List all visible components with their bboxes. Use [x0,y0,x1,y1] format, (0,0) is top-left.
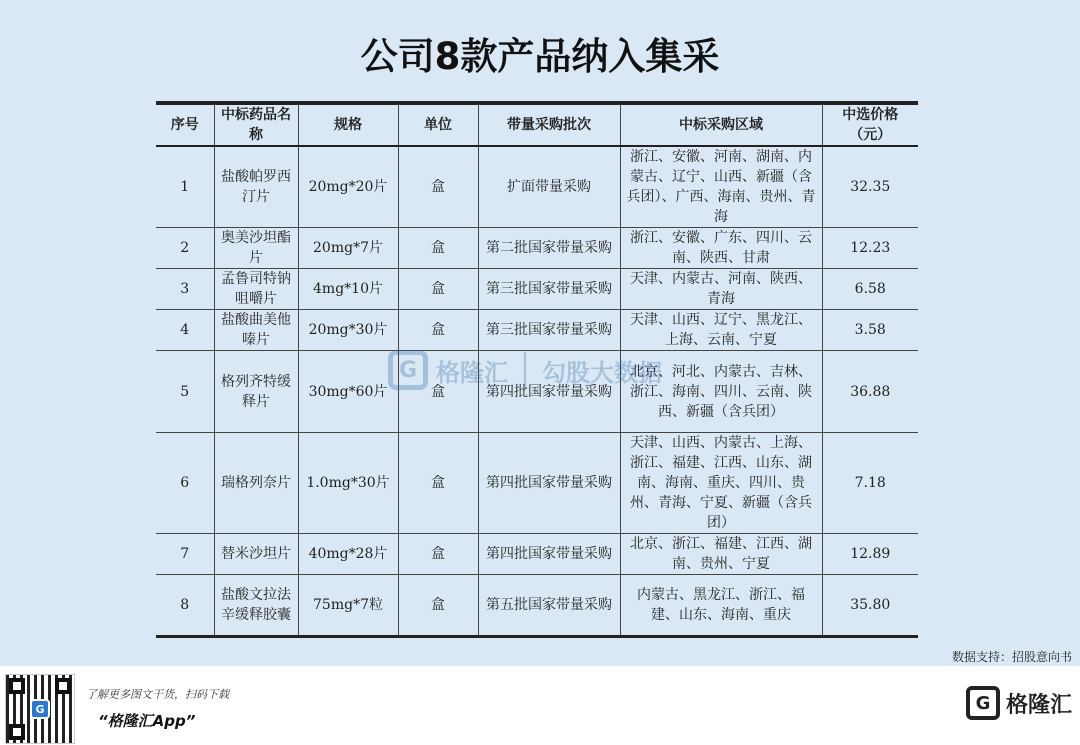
table-row [156,228,918,269]
watermark-brand: 格隆汇 [436,358,508,387]
cell-drug: 盐酸文拉法辛缓释胶囊 [214,575,298,637]
brand-name: 格隆汇 [1005,692,1072,718]
cell-spec: 75mg*7粒 [298,575,398,637]
cell-unit: 盒 [398,269,478,310]
brand-logo [966,686,1072,720]
watermark-partner: 勾股大数据 [542,358,662,387]
product-table [156,101,918,638]
cell-batch: 扩面带量采购 [478,146,620,228]
cell-unit: 盒 [398,351,478,433]
header-unit: 单位 [398,103,478,146]
cell-index: 5 [156,351,214,433]
cell-price: 35.80 [822,575,918,637]
cell-batch: 第四批国家带量采购 [478,534,620,575]
cell-unit: 盒 [398,433,478,534]
source-note: 数据支持：招股意向书 [951,650,1072,664]
footer [0,666,1080,745]
cell-region: 天津、山西、辽宁、黑龙江、上海、云南、宁夏 [620,310,822,351]
cell-price: 36.88 [822,351,918,433]
footer-tagline: 了解更多图文干货，扫码下载 [86,688,229,701]
qr-finder [9,724,25,740]
cell-region: 内蒙古、黑龙江、浙江、福建、山东、海南、重庆 [620,575,822,637]
cell-batch: 第五批国家带量采购 [478,575,620,637]
header-spec: 规格 [298,103,398,146]
cell-unit: 盒 [398,146,478,228]
header-price: 中选价格（元） [822,103,918,146]
cell-drug: 盐酸帕罗西汀片 [214,146,298,228]
table-row [156,310,918,351]
cell-price: 12.89 [822,534,918,575]
cell-spec: 20mg*7片 [298,228,398,269]
cell-batch: 第三批国家带量采购 [478,310,620,351]
cell-drug: 格列齐特缓释片 [214,351,298,433]
qr-code-icon[interactable] [5,674,75,744]
cell-price: 6.58 [822,269,918,310]
table-row [156,433,918,534]
cell-batch: 第二批国家带量采购 [478,228,620,269]
qr-finder [55,678,71,694]
cell-drug: 替米沙坦片 [214,534,298,575]
cell-region: 浙江、安徽、河南、湖南、内蒙古、辽宁、山西、新疆（含兵团）、广西、海南、贵州、青海 [620,146,822,228]
cell-spec: 1.0mg*30片 [298,433,398,534]
cell-drug: 瑞格列奈片 [214,433,298,534]
cell-region: 北京、河北、内蒙古、吉林、浙江、海南、四川、云南、陕西、新疆（含兵团） [620,351,822,433]
table-row [156,534,918,575]
qr-finder [9,678,25,694]
table-row [156,575,918,637]
cell-unit: 盒 [398,575,478,637]
cell-spec: 20mg*30片 [298,310,398,351]
table-row [156,351,918,433]
watermark-logo-icon: G [388,350,428,390]
footer-app-name: “格隆汇App” [98,712,196,730]
header-drug: 中标药品名称 [214,103,298,146]
cell-index: 1 [156,146,214,228]
cell-spec: 20mg*20片 [298,146,398,228]
qr-center-logo-icon: G [30,699,50,719]
cell-unit: 盒 [398,228,478,269]
cell-index: 3 [156,269,214,310]
cell-region: 北京、浙江、福建、江西、湖南、贵州、宁夏 [620,534,822,575]
cell-price: 7.18 [822,433,918,534]
cell-spec: 4mg*10片 [298,269,398,310]
cell-index: 6 [156,433,214,534]
header-index: 序号 [156,103,214,146]
cell-spec: 40mg*28片 [298,534,398,575]
cell-drug: 奥美沙坦酯片 [214,228,298,269]
cell-drug: 孟鲁司特钠咀嚼片 [214,269,298,310]
cell-batch: 第四批国家带量采购 [478,351,620,433]
table-row [156,146,918,228]
cell-drug: 盐酸曲美他嗪片 [214,310,298,351]
cell-unit: 盒 [398,534,478,575]
cell-index: 2 [156,228,214,269]
cell-region: 天津、内蒙古、河南、陕西、青海 [620,269,822,310]
cell-index: 7 [156,534,214,575]
cell-spec: 30mg*60片 [298,351,398,433]
brand-logo-icon: G [966,686,1000,720]
cell-unit: 盒 [398,310,478,351]
header-batch: 带量采购批次 [478,103,620,146]
cell-index: 8 [156,575,214,637]
cell-region: 天津、山西、内蒙古、上海、浙江、福建、江西、山东、湖南、海南、重庆、四川、贵州、青海、宁夏、新疆（含兵团） [620,433,822,534]
cell-batch: 第四批国家带量采购 [478,433,620,534]
table-row [156,269,918,310]
cell-price: 3.58 [822,310,918,351]
cell-index: 4 [156,310,214,351]
cell-price: 12.23 [822,228,918,269]
cell-region: 浙江、安徽、广东、四川、云南、陕西、甘肃 [620,228,822,269]
cell-price: 32.35 [822,146,918,228]
page-title: 公司8款产品纳入集采 [360,35,720,78]
table-header-row [156,103,918,146]
header-region: 中标采购区域 [620,103,822,146]
cell-batch: 第三批国家带量采购 [478,269,620,310]
product-table-container [156,101,918,638]
